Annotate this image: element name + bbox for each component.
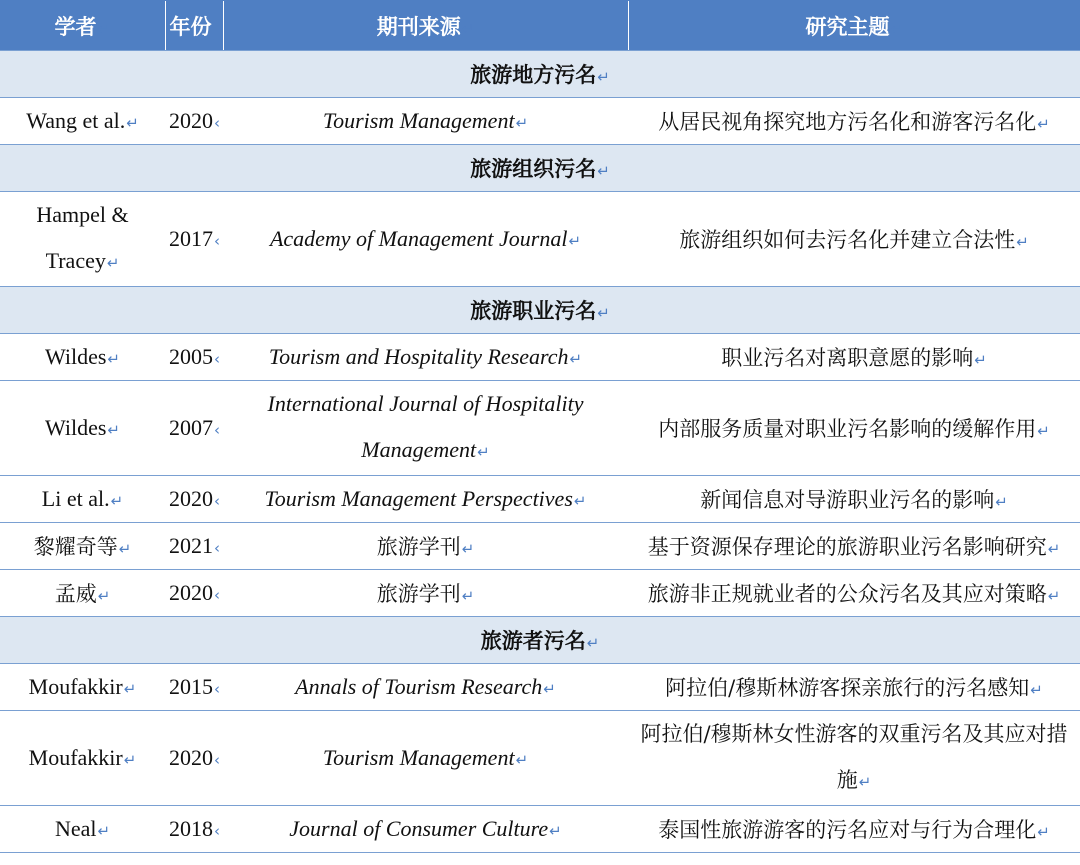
scholar-cell: Hampel & Tracey↵ xyxy=(0,192,165,287)
year-cell: 2020‹ xyxy=(165,476,223,523)
scholar-cell: 孟威↵ xyxy=(0,570,165,617)
year-cell: 2020‹ xyxy=(165,711,223,806)
journal-cell: Annals of Tourism Research↵ xyxy=(223,664,628,711)
table-row xyxy=(0,98,1080,145)
topic-cell: 泰国性旅游游客的污名应对与行为合理化↵ xyxy=(628,806,1080,853)
year-cell: 2018‹ xyxy=(165,806,223,853)
journal-cell: 旅游学刊↵ xyxy=(223,523,628,570)
section-row xyxy=(0,51,1080,98)
journal-cell: Tourism Management↵ xyxy=(223,711,628,806)
year-cell: 2021‹ xyxy=(165,523,223,570)
table-row xyxy=(0,192,1080,287)
journal-cell: International Journal of Hospitality Management↵ xyxy=(223,381,628,476)
section-title: 旅游职业污名↵ xyxy=(0,287,1080,334)
scholar-cell: Moufakkir↵ xyxy=(0,664,165,711)
year-cell: 2020‹ xyxy=(165,570,223,617)
scholar-cell: Li et al.↵ xyxy=(0,476,165,523)
journal-cell: Tourism Management↵ xyxy=(223,98,628,145)
topic-cell: 阿拉伯/穆斯林游客探亲旅行的污名感知↵ xyxy=(628,664,1080,711)
topic-cell: 旅游非正规就业者的公众污名及其应对策略↵ xyxy=(628,570,1080,617)
table-row xyxy=(0,381,1080,476)
header-scholar: 学者↵ xyxy=(0,1,165,51)
year-cell: 2005‹ xyxy=(165,334,223,381)
header-year: 年份 xyxy=(165,1,223,51)
journal-cell: Academy of Management Journal↵ xyxy=(223,192,628,287)
scholar-cell: Moufakkir↵ xyxy=(0,711,165,806)
topic-cell: 新闻信息对导游职业污名的影响↵ xyxy=(628,476,1080,523)
topic-cell: 旅游组织如何去污名化并建立合法性↵ xyxy=(628,192,1080,287)
journal-cell: Tourism and Hospitality Research↵ xyxy=(223,334,628,381)
scholar-cell: Wildes↵ xyxy=(0,334,165,381)
topic-cell: 从居民视角探究地方污名化和游客污名化↵ xyxy=(628,98,1080,145)
year-cell: 2017‹ xyxy=(165,192,223,287)
year-cell: 2007‹ xyxy=(165,381,223,476)
scholar-cell: Neal↵ xyxy=(0,806,165,853)
header-row xyxy=(0,1,1080,51)
section-row xyxy=(0,287,1080,334)
topic-cell: 职业污名对离职意愿的影响↵ xyxy=(628,334,1080,381)
table-row xyxy=(0,570,1080,617)
section-title: 旅游地方污名↵ xyxy=(0,51,1080,98)
section-row xyxy=(0,145,1080,192)
header-journal: 期刊来源↵ xyxy=(223,1,628,51)
header-topic: 研究主题↵ xyxy=(628,1,1080,51)
journal-cell: 旅游学刊↵ xyxy=(223,570,628,617)
scholar-cell: Wang et al.↵ xyxy=(0,98,165,145)
year-cell: 2020‹ xyxy=(165,98,223,145)
section-title: 旅游者污名↵ xyxy=(0,617,1080,664)
table-row xyxy=(0,334,1080,381)
year-cell: 2015‹ xyxy=(165,664,223,711)
section-title: 旅游组织污名↵ xyxy=(0,145,1080,192)
topic-cell: 内部服务质量对职业污名影响的缓解作用↵ xyxy=(628,381,1080,476)
journal-cell: Tourism Management Perspectives↵ xyxy=(223,476,628,523)
table-row xyxy=(0,664,1080,711)
topic-cell: 基于资源保存理论的旅游职业污名影响研究↵ xyxy=(628,523,1080,570)
scholar-cell: Wildes↵ xyxy=(0,381,165,476)
scholar-cell: 黎耀奇等↵ xyxy=(0,523,165,570)
table-row xyxy=(0,711,1080,806)
journal-cell: Journal of Consumer Culture↵ xyxy=(223,806,628,853)
table-row xyxy=(0,806,1080,853)
table-row xyxy=(0,476,1080,523)
table-row xyxy=(0,523,1080,570)
topic-cell: 阿拉伯/穆斯林女性游客的双重污名及其应对措施↵ xyxy=(628,711,1080,806)
section-row xyxy=(0,617,1080,664)
